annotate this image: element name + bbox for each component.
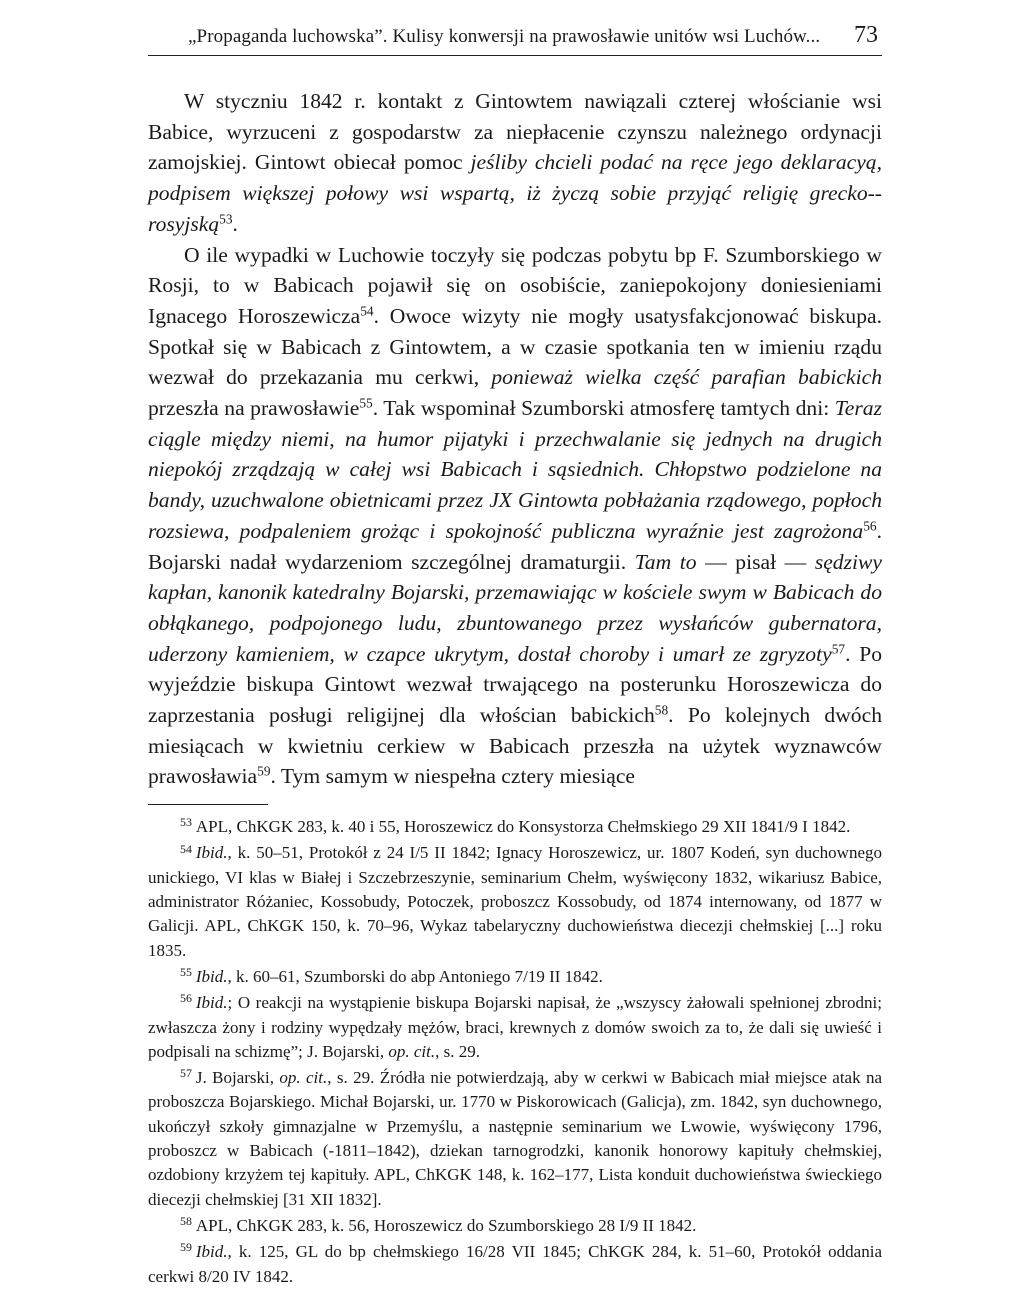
footnote-text: ; O reakcji na wystąpienie biskupa Bojarski napisał, że „wszyscy żałowali spełnionej zbrodni; zwłaszcza żony i rodziny wypędzały mężów, braci, krewnych z domów swoich za to, że dali się uwieść i podpisali na schizmę”; J. Bojarski,: [148, 993, 882, 1061]
text-run: . Po wyjeździe biskupa Gintowt wezwał trwającego na posterunku Horoszewicza do zaprzestania posługi religijnej dla włościan babickich: [148, 641, 883, 728]
footnote-text: J. Bojarski,: [195, 1068, 280, 1088]
quote-italic: sędziwy kapłan, kanonik katedralny Bojarski, przemawiając w kościele swym w Babicach do obłąkanego, podpojonego ludu, zbuntowanego przez wysłańców gubernatora, uderzony kamieniem, w czapce ukrytym, dostał choroby i umarł ze zgryzoty: [148, 549, 882, 666]
footnote-54: [148, 841, 882, 962]
footnote-ibid: Ibid.: [195, 993, 228, 1013]
text-run: — pisał —: [696, 549, 815, 574]
running-header: [148, 22, 882, 56]
footnote-number: 57: [180, 1066, 192, 1081]
footnote-ref[interactable]: 59: [257, 764, 271, 780]
footnote-number: 59: [180, 1240, 192, 1255]
footnote-ibid: Ibid.: [195, 966, 228, 986]
footnote-58: [148, 1214, 882, 1238]
footnote-number: 56: [180, 991, 192, 1006]
footnote-text: , k. 50–51, Protokół z 24 I/5 II 1842; Ignacy Horoszewicz, ur. 1807 Kodeń, syn duchownego unickiego, VI klas w Białej i Szczebrzeszynie, seminarium Chełm, wyświęcony 1832, wikariusz Babice, administrator Różaniec, Kossobudy, Potoczek, proboszcz Kossobudy, od 1874 internowany, od 1877 w Galicji. APL, ChKGK 150, k. 70–96, Wykaz tabelaryczny duchowieństwa diecezji chełmskiej [...] roku 1835.: [148, 843, 882, 960]
running-title: „Propaganda luchowska”. Kulisy konwersji na prawosławie unitów wsi Luchów...: [188, 26, 821, 47]
footnote-divider: [148, 804, 268, 805]
footnote-text: , s. 29. Źródła nie potwierdzają, aby w cerkwi w Babicach miał miejsce atak na proboszcza Bojarskiego. Michał Bojarski, ur. 1770 w Piskorowicach (Galicja), zm. 1842, syn duchownego, ukończył szkoły gimnazjalne w Przemyślu, a następnie seminarium we Lwowie, wyświęcony 1796, proboszcz w Babicach (-1811–1842), dziekan tarnogrodzki, kanonik honorowy kapituły chełmskiej, ozdobiony krzyżem tej kapituły. APL, ChKGK 148, k. 162–177, Lista konduit duchowieństwa świeckiego diecezji chełmskiej [31 XII 1832].: [148, 1068, 882, 1209]
quote-italic: jeśliby chcieli podać na ręce jego deklaracyą, podpisem większej połowy wsi wspartą, iż życzą sobie przyjąć religię grecko--rosyjską: [148, 150, 882, 236]
paragraph-1: [148, 86, 882, 240]
footnote-ref[interactable]: 58: [654, 702, 669, 718]
footnote-ref[interactable]: 55: [359, 395, 373, 411]
footnote-text: , k. 60–61, Szumborski do abp Antoniego 7/19 II 1842.: [227, 966, 603, 986]
footnote-opcit: op. cit.: [279, 1068, 328, 1088]
quote-italic: Tam to: [634, 549, 697, 574]
footnote-text: APL, ChKGK 283, k. 56, Horoszewicz do Szumborskiego 28 I/9 II 1842.: [195, 1215, 697, 1235]
footnote-ref[interactable]: 54: [360, 303, 374, 319]
text-run: . Po kolejnych dwóch miesiącach w kwietniu cerkiew w Babicach przeszła na użytek wyznawców prawosławia: [148, 703, 882, 789]
footnote-text: , k. 125, GL do bp chełmskiego 16/28 VII 1845; ChKGK 284, k. 51–60, Protokół oddania cerkwi 8/20 IV 1842.: [148, 1242, 882, 1286]
footnotes: [148, 815, 882, 1289]
footnote-number: 53: [180, 815, 192, 830]
footnote-ref[interactable]: 57: [831, 641, 846, 657]
footnote-53: [148, 815, 882, 839]
footnote-text: APL, ChKGK 283, k. 40 i 55, Horoszewicz do Konsystorza Chełmskiego 29 XII 1841/9 I 1842.: [195, 817, 851, 837]
quote-italic: ponieważ wielka część parafian babickich: [491, 365, 882, 390]
footnote-ibid: Ibid.: [195, 843, 228, 863]
footnote-55: [148, 965, 882, 989]
text-run: .: [232, 211, 238, 236]
quote-italic: Teraz ciągle między niemi, na humor pijatyki i przechwalanie się jednych na drugich niepokój zrządzają w całej wsi Babicach i sąsiednich. Chłopstwo podzielone na bandy, uzuchwalone obietnicami przez JX Gintowta pobłażania rządowego, popłoch rozsiewa, podpaleniem grożąc i spokojność publiczna wyraźnie jest zagrożona: [148, 396, 882, 543]
paragraph-2: [148, 240, 882, 793]
footnote-opcit: op. cit.: [388, 1041, 436, 1061]
text-run: . Bojarski nadał wydarzeniom szczególnej dramaturgii.: [148, 518, 882, 574]
text-run: przeszła na prawosławie: [148, 396, 360, 421]
footnote-59: [148, 1240, 882, 1289]
footnote-number: 58: [180, 1213, 192, 1228]
footnote-text: , s. 29.: [435, 1041, 480, 1061]
text-run: W styczniu 1842 r. kontakt z Gintowtem nawiązali czterej włościanie wsi Babice, wyrzuceni z gospodarstw za niepłacenie czynszu należnego ordynacji zamojskiej. Gintowt obiecał pomoc: [148, 89, 882, 175]
text-run: . Tak wspominał Szumborski atmosferę tamtych dni:: [372, 396, 835, 421]
page-number: 73: [854, 22, 878, 48]
footnote-57: [148, 1066, 882, 1212]
footnote-ref[interactable]: 53: [219, 211, 233, 227]
footnote-56: [148, 991, 882, 1064]
text-run: . Owoce wizyty nie mogły usatysfakcjonować biskupa. Spotkał się w Babicach z Gintowtem, a w czasie spotkania ten w imieniu rządu wezwał do przekazania mu cerkwi,: [148, 303, 883, 390]
text-run: . Tym samym w niespełna cztery miesiące: [270, 764, 635, 789]
body-text: [148, 86, 882, 792]
footnote-ref[interactable]: 56: [863, 518, 877, 534]
footnote-number: 55: [180, 965, 192, 980]
text-run: O ile wypadki w Luchowie toczyły się podczas pobytu bp F. Szumborskiego w Rosji, to w Babicach pojawił się on osobiście, zaniepokojony doniesieniami Ignacego Horoszewicza: [148, 242, 882, 328]
footnote-ibid: Ibid.: [195, 1242, 228, 1262]
book-page: [148, 22, 882, 1291]
footnote-number: 54: [180, 841, 192, 856]
